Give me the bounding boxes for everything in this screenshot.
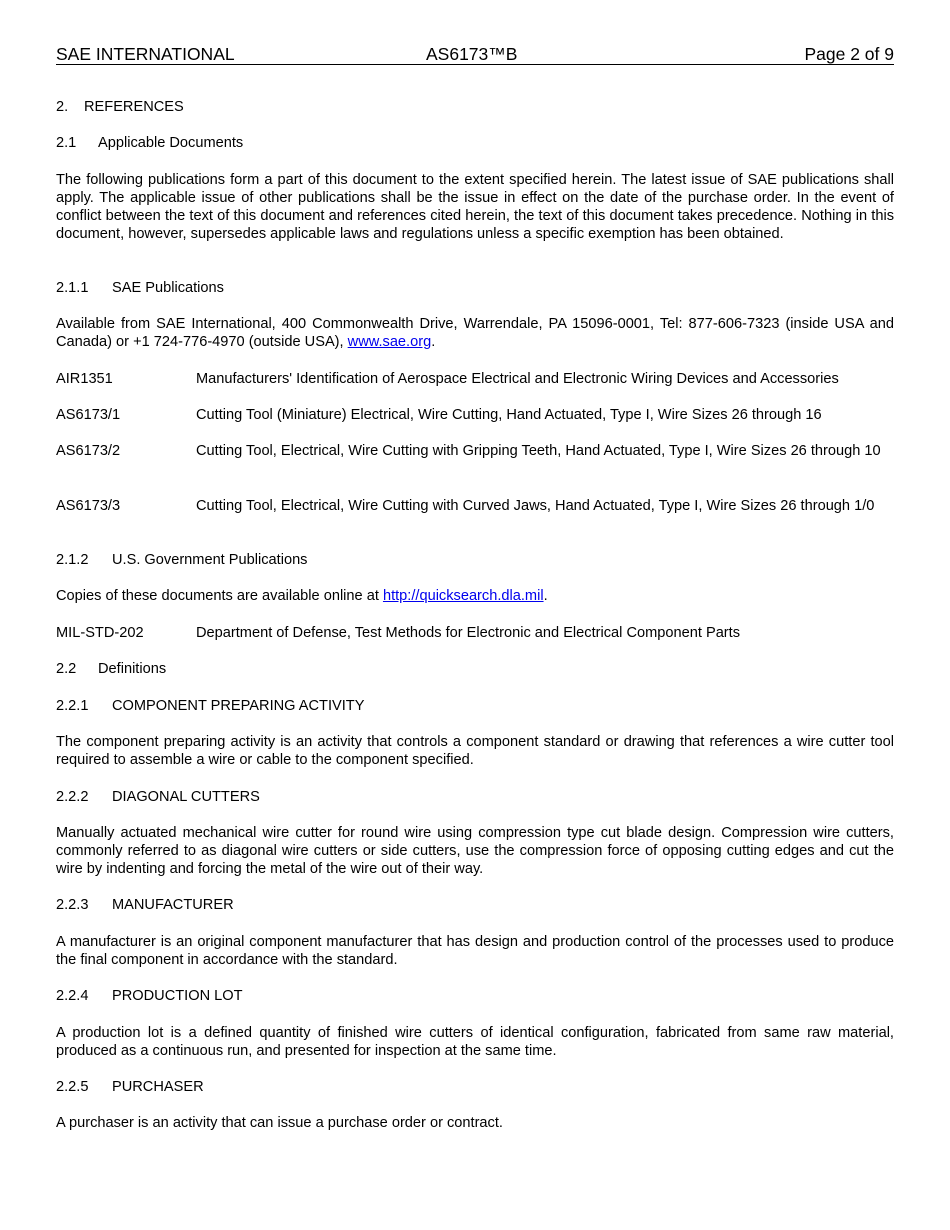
section-2-2-4-body: A production lot is a defined quantity of finished wire cutters of identical configuration, fabricated from same raw material, produced as a continuous run, and presented for inspection at the same time. <box>56 1025 894 1059</box>
reference-code: AS6173/3 <box>56 498 121 514</box>
section-number: 2.1 <box>56 135 77 151</box>
section-title: U.S. Government Publications <box>112 552 308 568</box>
section-number: 2.2.2 <box>56 789 89 805</box>
section-2-1-2-heading <box>56 551 894 569</box>
section-title: DIAGONAL CUTTERS <box>112 789 260 805</box>
section-title: Applicable Documents <box>98 135 244 151</box>
body-text-end: . <box>431 334 436 350</box>
reference-item <box>56 497 894 515</box>
section-title: PRODUCTION LOT <box>112 988 243 1004</box>
section-number: 2.2.3 <box>56 897 89 913</box>
body-text: Available from SAE International, 400 Commonwealth Drive, Warrendale, PA 15096-0001, Tel: 877-606-7323 (inside USA and Canada) or +1 724-776-4970 (outside USA), <box>56 316 894 350</box>
section-2-2-3-body: A manufacturer is an original component manufacturer that has design and production control of the processes used to produce the final component in accordance with the standard. <box>56 934 894 968</box>
reference-code: AS6173/2 <box>56 443 121 459</box>
section-2-1-body: The following publications form a part of this document to the extent specified herein. The latest issue of SAE publications shall apply. The applicable issue of other publications shall be the issue in effect on the date of the purchase order. In the event of conflict between the text of this document and references cited herein, the text of this document takes precedence. Nothing in this document, however, supersedes applicable laws and regulations unless a specific exemption has been obtained. <box>56 172 894 242</box>
section-number: 2.2.4 <box>56 988 89 1004</box>
page-header <box>56 44 894 65</box>
section-title: SAE Publications <box>112 280 224 296</box>
section-number: 2.1.2 <box>56 552 89 568</box>
section-2-1-1-heading <box>56 279 894 297</box>
section-2-2-2-heading <box>56 788 894 806</box>
section-2-2-3-heading <box>56 896 894 914</box>
header-organization: SAE INTERNATIONAL <box>56 44 235 64</box>
section-number: 2. <box>56 99 69 115</box>
section-2-heading <box>56 98 894 116</box>
section-2-2-4-heading <box>56 987 894 1005</box>
header-page-number: Page 2 of 9 <box>804 44 894 64</box>
section-title: PURCHASER <box>112 1079 204 1095</box>
header-document-id: AS6173™B <box>426 44 518 64</box>
section-number: 2.2.5 <box>56 1079 89 1095</box>
reference-description: Cutting Tool (Miniature) Electrical, Wire Cutting, Hand Actuated, Type I, Wire Sizes 26 through 16 <box>196 407 822 423</box>
section-number: 2.2.1 <box>56 698 89 714</box>
section-2-2-2-body: Manually actuated mechanical wire cutter for round wire using compression type cut blade design. Compression wire cutters, commonly referred to as diagonal wire cutters or side cutters, use the compression force of opposing cutting edges and cut the wire by indenting and forcing the metal of the wire out of their way. <box>56 825 894 877</box>
section-title: REFERENCES <box>84 99 184 115</box>
reference-description: Cutting Tool, Electrical, Wire Cutting with Gripping Teeth, Hand Actuated, Type I, Wire Sizes 26 through 10 <box>196 443 881 459</box>
section-title: COMPONENT PREPARING ACTIVITY <box>112 698 365 714</box>
section-2-2-5-body: A purchaser is an activity that can issue a purchase order or contract. <box>56 1115 503 1131</box>
reference-code: AS6173/1 <box>56 407 121 423</box>
section-2-1-2-body <box>56 587 894 605</box>
reference-description: Cutting Tool, Electrical, Wire Cutting with Curved Jaws, Hand Actuated, Type I, Wire Sizes 26 through 1/0 <box>196 498 875 514</box>
section-number: 2.2 <box>56 661 77 677</box>
reference-item <box>56 624 894 642</box>
section-number: 2.1.1 <box>56 280 89 296</box>
sae-website-link[interactable]: www.sae.org <box>347 334 432 350</box>
section-2-2-5-heading <box>56 1078 894 1096</box>
reference-code: AIR1351 <box>56 371 113 387</box>
body-text: Copies of these documents are available online at <box>56 588 383 604</box>
body-text-end: . <box>543 588 548 604</box>
section-2-1-heading <box>56 134 894 152</box>
section-title: Definitions <box>98 661 167 677</box>
reference-description: Manufacturers' Identification of Aerospace Electrical and Electronic Wiring Devices and Accessories <box>196 371 839 387</box>
reference-item <box>56 406 894 424</box>
reference-item <box>56 442 894 460</box>
reference-item <box>56 370 894 388</box>
section-2-2-heading <box>56 660 894 678</box>
section-title: MANUFACTURER <box>112 897 234 913</box>
reference-code: MIL-STD-202 <box>56 625 144 641</box>
section-2-2-1-heading <box>56 697 894 715</box>
section-2-1-1-body <box>56 315 894 351</box>
reference-description: Department of Defense, Test Methods for Electronic and Electrical Component Parts <box>196 625 741 641</box>
section-2-2-1-body: The component preparing activity is an activity that controls a component standard or drawing that references a wire cutter tool required to assemble a wire or cable to the component specified. <box>56 734 894 768</box>
quicksearch-link[interactable]: http://quicksearch.dla.mil <box>382 588 544 604</box>
